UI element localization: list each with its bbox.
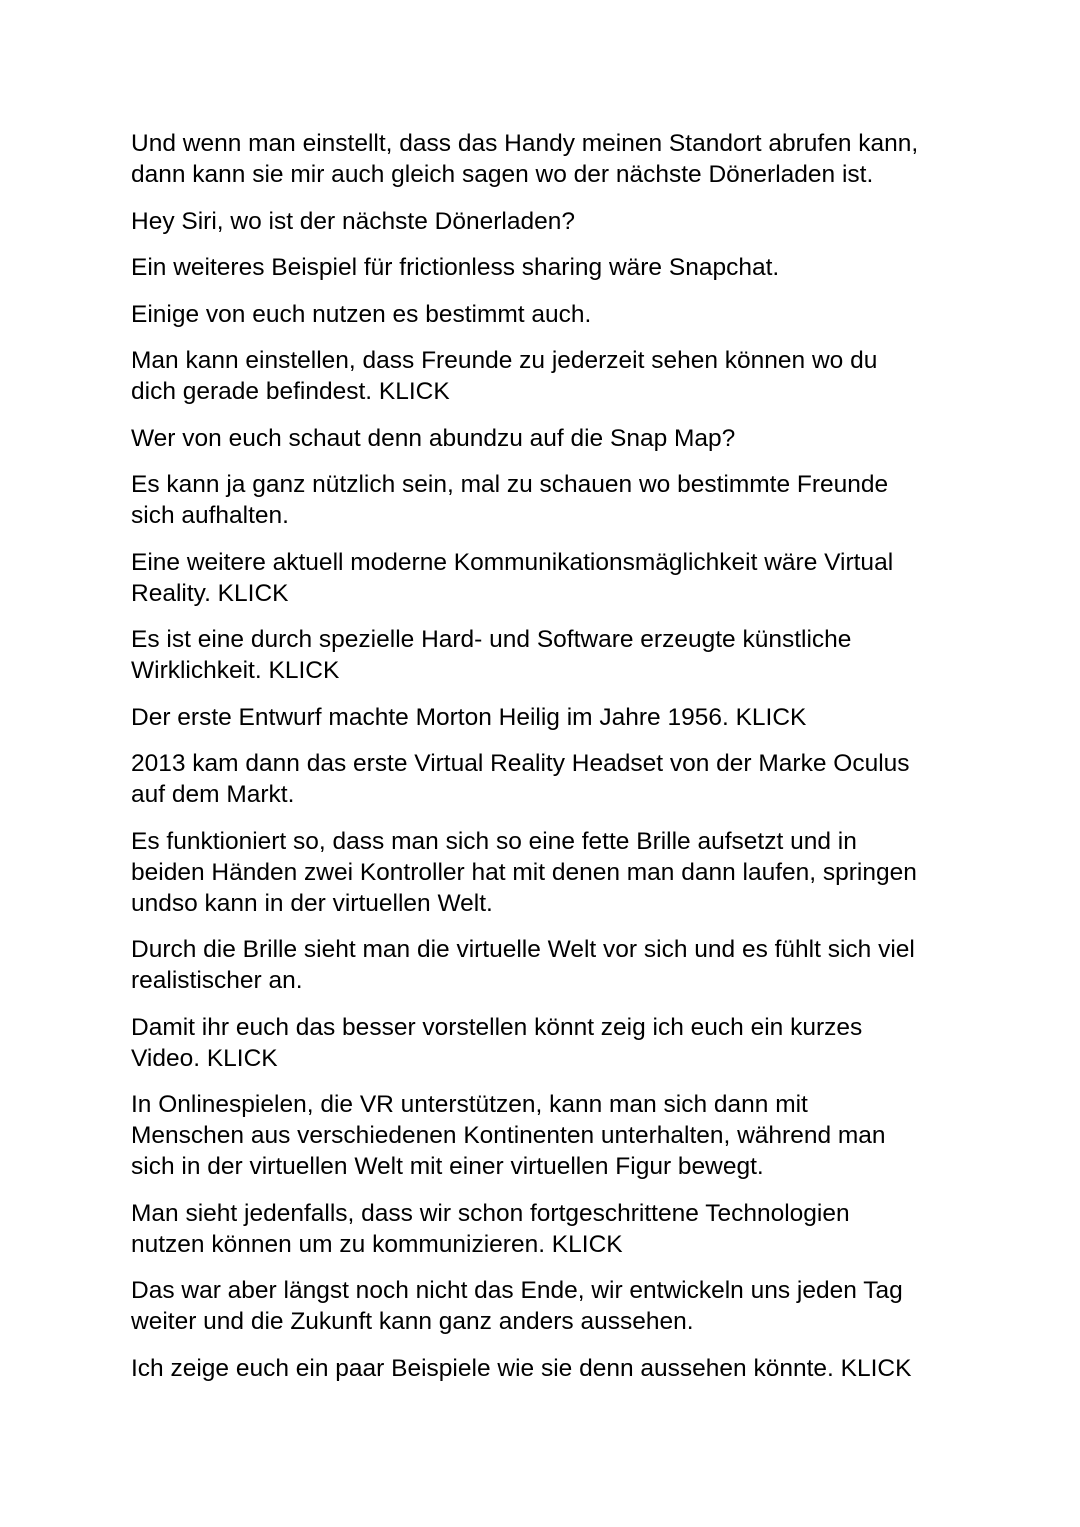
paragraph <box>131 469 961 531</box>
text-line: undso kann in der virtuellen Welt. <box>131 889 493 917</box>
text-line: Eine weitere aktuell moderne Kommunikationsmäglichkeit wäre Virtual <box>131 548 894 576</box>
text-line: dann kann sie mir auch gleich sagen wo der nächste Dönerladen ist. <box>131 161 874 188</box>
text-line: weiter und die Zukunft kann ganz anders aussehen. <box>131 1308 694 1335</box>
text-line: Wer von euch schaut denn abundzu auf die Snap Map? <box>131 424 736 452</box>
text-line: In Onlinespielen, die VR unterstützen, kann man sich dann mit <box>131 1091 808 1118</box>
paragraph <box>131 702 961 733</box>
text-line: auf dem Markt. <box>131 781 295 808</box>
text-line: dich gerade befindest. KLICK <box>131 378 450 405</box>
paragraph <box>131 128 961 190</box>
text-line: Es funktioniert so, dass man sich so eine fette Brille aufsetzt und in <box>131 827 857 855</box>
text-line: realistischer an. <box>131 967 303 994</box>
paragraph <box>131 826 961 919</box>
paragraph <box>131 1089 961 1182</box>
text-line: nutzen können um zu kommunizieren. KLICK <box>131 1230 623 1258</box>
text-line: sich aufhalten. <box>131 502 289 529</box>
paragraph <box>131 624 961 686</box>
paragraph <box>131 1012 961 1074</box>
paragraph <box>131 252 961 283</box>
paragraph <box>131 206 961 237</box>
text-line: 2013 kam dann das erste Virtual Reality Headset von der Marke Oculus <box>131 750 910 777</box>
paragraph <box>131 1198 961 1260</box>
text-line: Reality. KLICK <box>131 579 289 607</box>
paragraph <box>131 299 961 330</box>
paragraph <box>131 748 961 810</box>
text-line: Das war aber längst noch nicht das Ende, wir entwickeln uns jeden Tag <box>131 1277 903 1304</box>
paragraph <box>131 1353 961 1384</box>
paragraph <box>131 423 961 454</box>
text-line: Damit ihr euch das besser vorstellen könnt zeig ich euch ein kurzes <box>131 1013 863 1041</box>
text-line: sich in der virtuellen Welt mit einer virtuellen Figur bewegt. <box>131 1153 764 1180</box>
paragraph <box>131 934 961 996</box>
text-line: Man sieht jedenfalls, dass wir schon fortgeschrittene Technologien <box>131 1199 850 1227</box>
paragraph <box>131 345 961 407</box>
text-line: Ein weiteres Beispiel für frictionless sharing wäre Snapchat. <box>131 254 780 281</box>
text-line: Der erste Entwurf machte Morton Heilig im Jahre 1956. KLICK <box>131 703 807 731</box>
text-line: Video. KLICK <box>131 1044 278 1072</box>
text-line: beiden Händen zwei Kontroller hat mit denen man dann laufen, springen <box>131 858 917 886</box>
paragraph <box>131 1275 961 1337</box>
document-body <box>131 128 961 1399</box>
text-line: Menschen aus verschiedenen Kontinenten unterhalten, während man <box>131 1122 886 1149</box>
paragraph <box>131 547 961 609</box>
text-line: Hey Siri, wo ist der nächste Dönerladen? <box>131 207 575 235</box>
text-line: Man kann einstellen, dass Freunde zu jederzeit sehen können wo du <box>131 347 878 374</box>
text-line: Ich zeige euch ein paar Beispiele wie sie denn aussehen könnte. KLICK <box>131 1354 912 1382</box>
text-line: Es ist eine durch spezielle Hard- und Software erzeugte künstliche <box>131 626 852 653</box>
text-line: Einige von euch nutzen es bestimmt auch. <box>131 300 592 328</box>
text-line: Es kann ja ganz nützlich sein, mal zu schauen wo bestimmte Freunde <box>131 471 889 498</box>
text-line: Und wenn man einstellt, dass das Handy meinen Standort abrufen kann, <box>131 130 919 157</box>
text-line: Wirklichkeit. KLICK <box>131 657 340 684</box>
text-line: Durch die Brille sieht man die virtuelle Welt vor sich und es fühlt sich viel <box>131 936 915 963</box>
